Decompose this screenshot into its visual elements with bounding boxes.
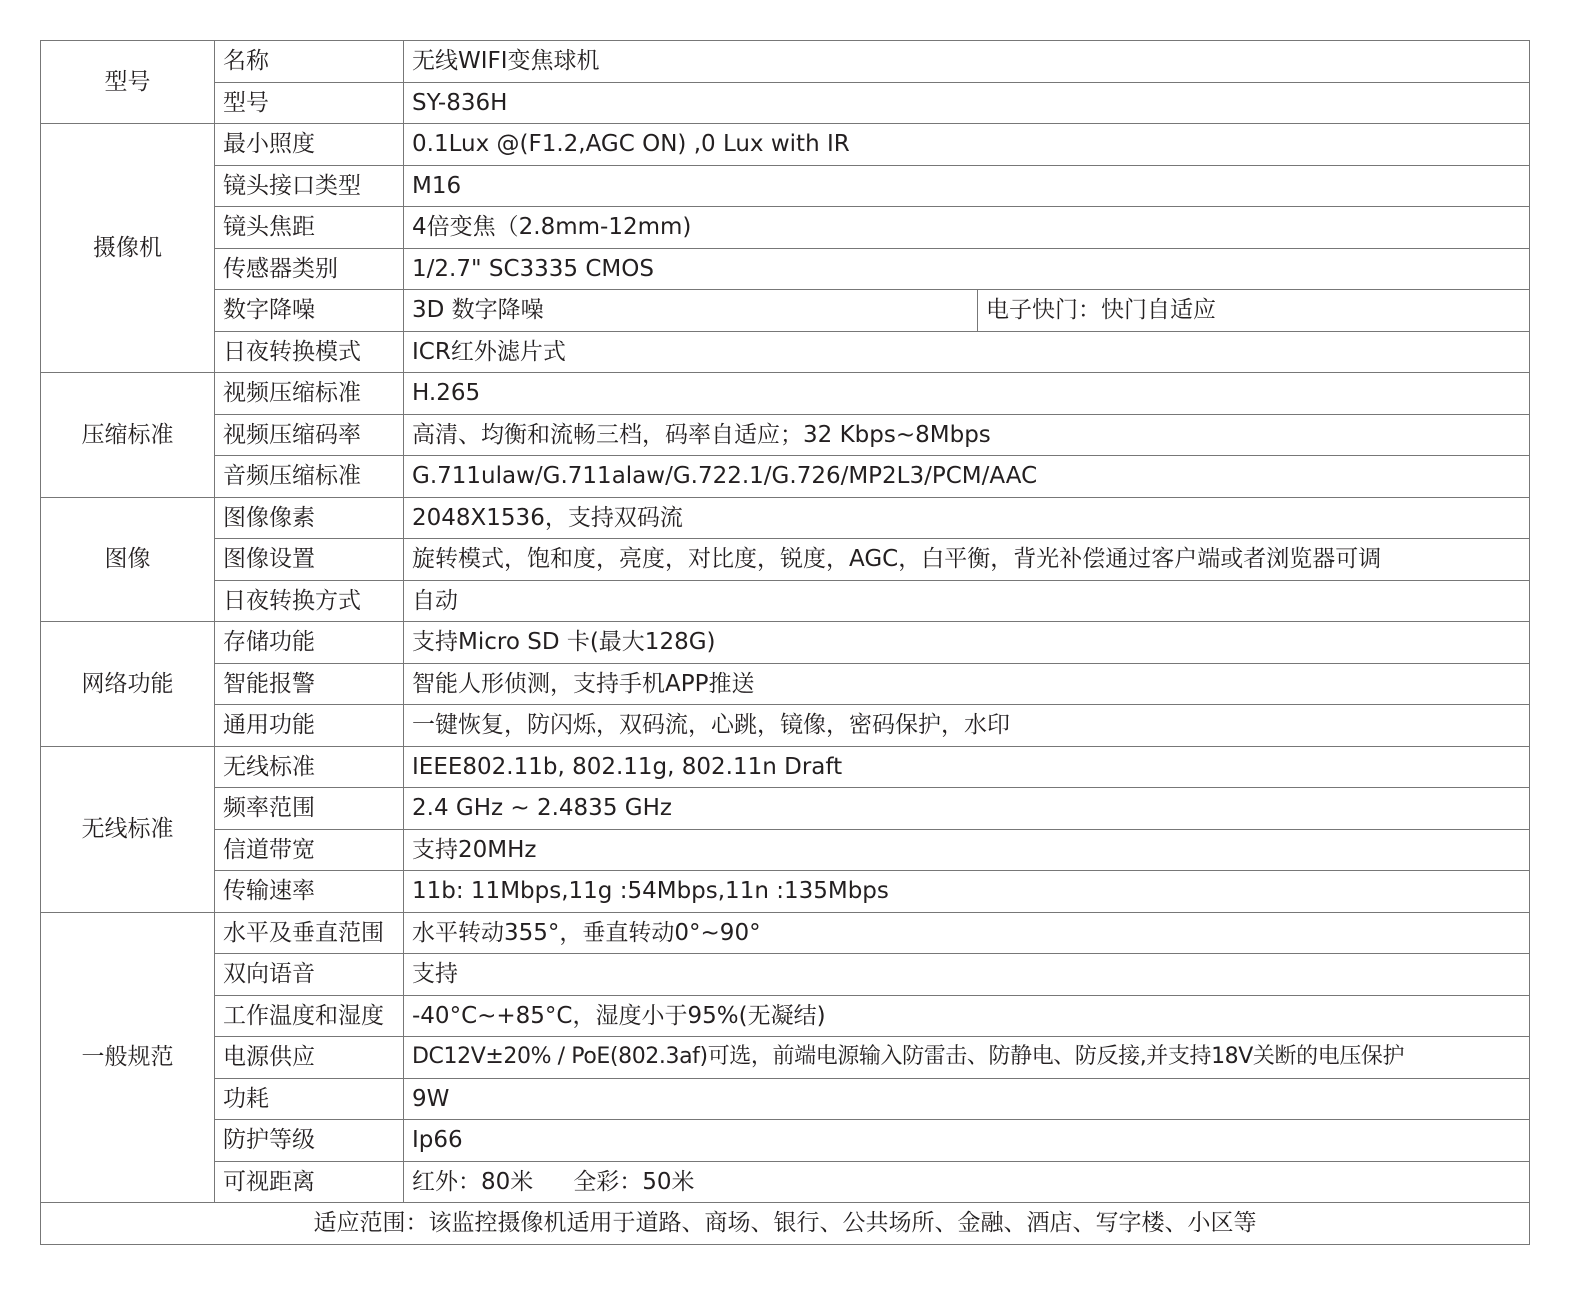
spec-value-extra: 电子快门：快门自适应 xyxy=(978,290,1530,332)
table-row xyxy=(41,456,1530,498)
spec-label: 水平及垂直范围 xyxy=(215,912,404,954)
spec-table xyxy=(40,40,1530,1245)
spec-value: 旋转模式，饱和度，亮度，对比度，锐度，AGC，白平衡，背光补偿通过客户端或者浏览器可调 xyxy=(404,539,1530,581)
spec-value: 水平转动355°，垂直转动0°~90° xyxy=(404,912,1530,954)
ir-distance: 红外：80米 xyxy=(412,1168,534,1195)
table-row xyxy=(41,1203,1530,1245)
spec-label: 传输速率 xyxy=(215,871,404,913)
spec-label: 信道带宽 xyxy=(215,829,404,871)
spec-value xyxy=(404,1161,1530,1203)
category-cell: 无线标准 xyxy=(41,746,215,912)
spec-value: ICR红外滤片式 xyxy=(404,331,1530,373)
spec-label: 存储功能 xyxy=(215,622,404,664)
table-row xyxy=(41,1037,1530,1079)
table-row xyxy=(41,705,1530,747)
spec-label: 双向语音 xyxy=(215,954,404,996)
spec-value: 支持Micro SD 卡(最大128G) xyxy=(404,622,1530,664)
table-row xyxy=(41,497,1530,539)
table-row xyxy=(41,82,1530,124)
spec-label: 数字降噪 xyxy=(215,290,404,332)
spec-label: 图像像素 xyxy=(215,497,404,539)
table-row xyxy=(41,414,1530,456)
spec-value: 2.4 GHz ~ 2.4835 GHz xyxy=(404,788,1530,830)
application-scope: 适应范围：该监控摄像机适用于道路、商场、银行、公共场所、金融、酒店、写字楼、小区等 xyxy=(41,1203,1530,1245)
category-cell: 一般规范 xyxy=(41,912,215,1203)
table-row xyxy=(41,746,1530,788)
spec-value: 0.1Lux @(F1.2,AGC ON) ,0 Lux with IR xyxy=(404,124,1530,166)
spec-value: SY-836H xyxy=(404,82,1530,124)
table-row xyxy=(41,248,1530,290)
spec-value: 高清、均衡和流畅三档，码率自适应；32 Kbps~8Mbps xyxy=(404,414,1530,456)
spec-label: 频率范围 xyxy=(215,788,404,830)
table-row xyxy=(41,580,1530,622)
spec-value: H.265 xyxy=(404,373,1530,415)
spec-value: 3D 数字降噪 xyxy=(404,290,978,332)
spec-value: 1/2.7" SC3335 CMOS xyxy=(404,248,1530,290)
table-row xyxy=(41,995,1530,1037)
table-row xyxy=(41,788,1530,830)
table-row xyxy=(41,663,1530,705)
table-row xyxy=(41,1120,1530,1162)
table-row xyxy=(41,290,1530,332)
spec-value: 智能人形侦测，支持手机APP推送 xyxy=(404,663,1530,705)
spec-label: 工作温度和湿度 xyxy=(215,995,404,1037)
spec-label: 功耗 xyxy=(215,1078,404,1120)
table-row xyxy=(41,1078,1530,1120)
spec-value: 支持 xyxy=(404,954,1530,996)
spec-value: 支持20MHz xyxy=(404,829,1530,871)
spec-label: 视频压缩标准 xyxy=(215,373,404,415)
spec-label: 图像设置 xyxy=(215,539,404,581)
table-row xyxy=(41,954,1530,996)
table-row xyxy=(41,165,1530,207)
spec-value: 自动 xyxy=(404,580,1530,622)
spec-label: 镜头接口类型 xyxy=(215,165,404,207)
spec-label: 电源供应 xyxy=(215,1037,404,1079)
category-cell: 网络功能 xyxy=(41,622,215,747)
table-row xyxy=(41,912,1530,954)
table-row xyxy=(41,829,1530,871)
spec-value: Ip66 xyxy=(404,1120,1530,1162)
color-distance: 全彩：50米 xyxy=(573,1168,695,1195)
spec-value: 一键恢复，防闪烁，双码流，心跳，镜像，密码保护，水印 xyxy=(404,705,1530,747)
spec-label: 型号 xyxy=(215,82,404,124)
spec-label: 名称 xyxy=(215,41,404,83)
table-row xyxy=(41,373,1530,415)
spec-value: 无线WIFI变焦球机 xyxy=(404,41,1530,83)
table-row xyxy=(41,207,1530,249)
spec-label: 无线标准 xyxy=(215,746,404,788)
spec-label: 可视距离 xyxy=(215,1161,404,1203)
spec-value: G.711ulaw/G.711alaw/G.722.1/G.726/MP2L3/PCM/AAC xyxy=(404,456,1530,498)
table-row xyxy=(41,331,1530,373)
spec-value: 11b: 11Mbps,11g :54Mbps,11n :135Mbps xyxy=(404,871,1530,913)
category-cell: 摄像机 xyxy=(41,124,215,373)
table-row xyxy=(41,622,1530,664)
spec-value: 2048X1536，支持双码流 xyxy=(404,497,1530,539)
spec-value: IEEE802.11b, 802.11g, 802.11n Draft xyxy=(404,746,1530,788)
table-row xyxy=(41,539,1530,581)
category-cell: 压缩标准 xyxy=(41,373,215,498)
spec-value: DC12V±20% / PoE(802.3af)可选，前端电源输入防雷击、防静电、防反接,并支持18V关断的电压保护 xyxy=(404,1037,1530,1079)
spec-value: -40°C~+85°C，湿度小于95%(无凝结) xyxy=(404,995,1530,1037)
spec-label: 音频压缩标准 xyxy=(215,456,404,498)
spec-label: 通用功能 xyxy=(215,705,404,747)
table-row xyxy=(41,1161,1530,1203)
table-row xyxy=(41,124,1530,166)
spec-label: 智能报警 xyxy=(215,663,404,705)
table-row xyxy=(41,41,1530,83)
spec-value: 9W xyxy=(404,1078,1530,1120)
spec-value: 4倍变焦（2.8mm-12mm) xyxy=(404,207,1530,249)
table-row xyxy=(41,871,1530,913)
category-cell: 型号 xyxy=(41,41,215,124)
spec-value: M16 xyxy=(404,165,1530,207)
spec-label: 传感器类别 xyxy=(215,248,404,290)
spec-label: 最小照度 xyxy=(215,124,404,166)
spec-label: 视频压缩码率 xyxy=(215,414,404,456)
spec-label: 镜头焦距 xyxy=(215,207,404,249)
spec-label: 日夜转换方式 xyxy=(215,580,404,622)
category-cell: 图像 xyxy=(41,497,215,622)
spec-label: 日夜转换模式 xyxy=(215,331,404,373)
spec-label: 防护等级 xyxy=(215,1120,404,1162)
